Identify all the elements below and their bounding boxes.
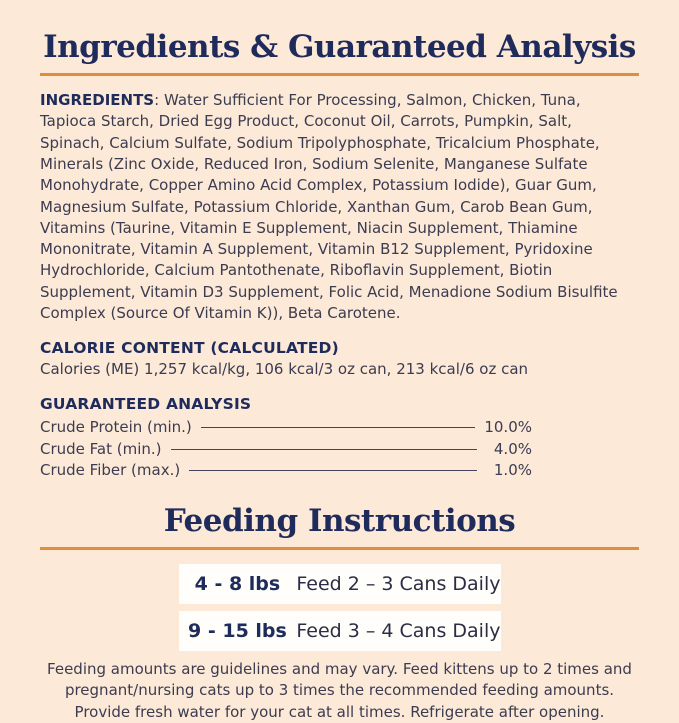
ingredients-text: Water Sufficient For Processing, Salmon, Chicken, Tuna, Tapioca Starch, Dried Egg Product, Coconut Oil, Carrots, Pumpkin, Salt, Spinach, Calcium Sulfate, Sodium Tripolyphosphate, Tricalcium Phosphate, Minerals (Zinc Oxide, Reduced Iron, Sodium Selenite, Manganese Sulfate Monohydrate, Copper Amino Acid Complex, Potassium Iodide), Guar Gum, Magnesium Sulfate, Potassium Chloride, Xanthan Gum, Carob Bean Gum, Vitamins (Taurine, Vitamin E Supplement, Niacin Supplement, Thiamine Mononitrate, Vitamin A Supplement, Vitamin B12 Supplement, Pyridoxine Hydrochloride, Calcium Pantothenate, Riboflavin Supplement, Biotin Supplement, Vitamin D3 Supplement, Folic Acid, Menadione Sodium Bisulfite Complex (Source Of Vitamin K)), Beta Carotene. <box>40 91 618 323</box>
table-row <box>40 460 532 482</box>
analysis-row-label: Crude Protein (min.) <box>40 418 192 437</box>
analysis-row-value: 1.0% <box>493 461 532 480</box>
weight-range-label: 4 - 8 lbs <box>194 572 281 595</box>
leader-line <box>171 449 477 450</box>
weight-range-label: 9 - 15 lbs <box>188 619 287 642</box>
ingredients-separator: : <box>154 91 164 110</box>
guaranteed-analysis-heading: GUARANTEED ANALYSIS <box>40 395 252 414</box>
calorie-content-heading: CALORIE CONTENT (CALCULATED) <box>40 339 339 358</box>
calorie-content-line: Calories (ME) 1,257 kcal/kg, 106 kcal/3 oz can, 213 kcal/6 oz can <box>40 360 529 379</box>
analysis-row-label: Crude Fat (min.) <box>40 439 162 458</box>
ingredients-paragraph <box>40 90 639 324</box>
ingredients-analysis-title: Ingredients & Guaranteed Analysis <box>43 29 636 65</box>
analysis-row-label: Crude Fiber (max.) <box>40 461 181 480</box>
guaranteed-analysis-table <box>40 417 532 482</box>
ingredients-label: INGREDIENTS <box>40 91 155 110</box>
table-row <box>40 417 532 439</box>
feeding-amount-label: Feed 3 – 4 Cans Daily <box>296 619 501 642</box>
feeding-amount-label: Feed 2 – 3 Cans Daily <box>296 572 501 595</box>
feeding-instructions-title: Feeding Instructions <box>163 502 516 539</box>
analysis-row-value: 10.0% <box>484 418 532 437</box>
feeding-title-underline <box>40 547 639 550</box>
ingredients-title-underline <box>40 73 639 76</box>
leader-line <box>201 427 476 428</box>
table-row <box>179 611 501 651</box>
table-row <box>179 564 501 604</box>
feeding-guidelines-note: Feeding amounts are guidelines and may vary. Feed kittens up to 2 times and pregnant/nursing cats up to 3 times the recommended feeding amounts. Provide fresh water for your cat at all times. Refrigerate after opening. <box>47 659 632 721</box>
table-row <box>40 439 532 461</box>
feeding-table <box>179 564 501 651</box>
analysis-row-value: 4.0% <box>493 439 532 458</box>
leader-line <box>189 470 477 471</box>
